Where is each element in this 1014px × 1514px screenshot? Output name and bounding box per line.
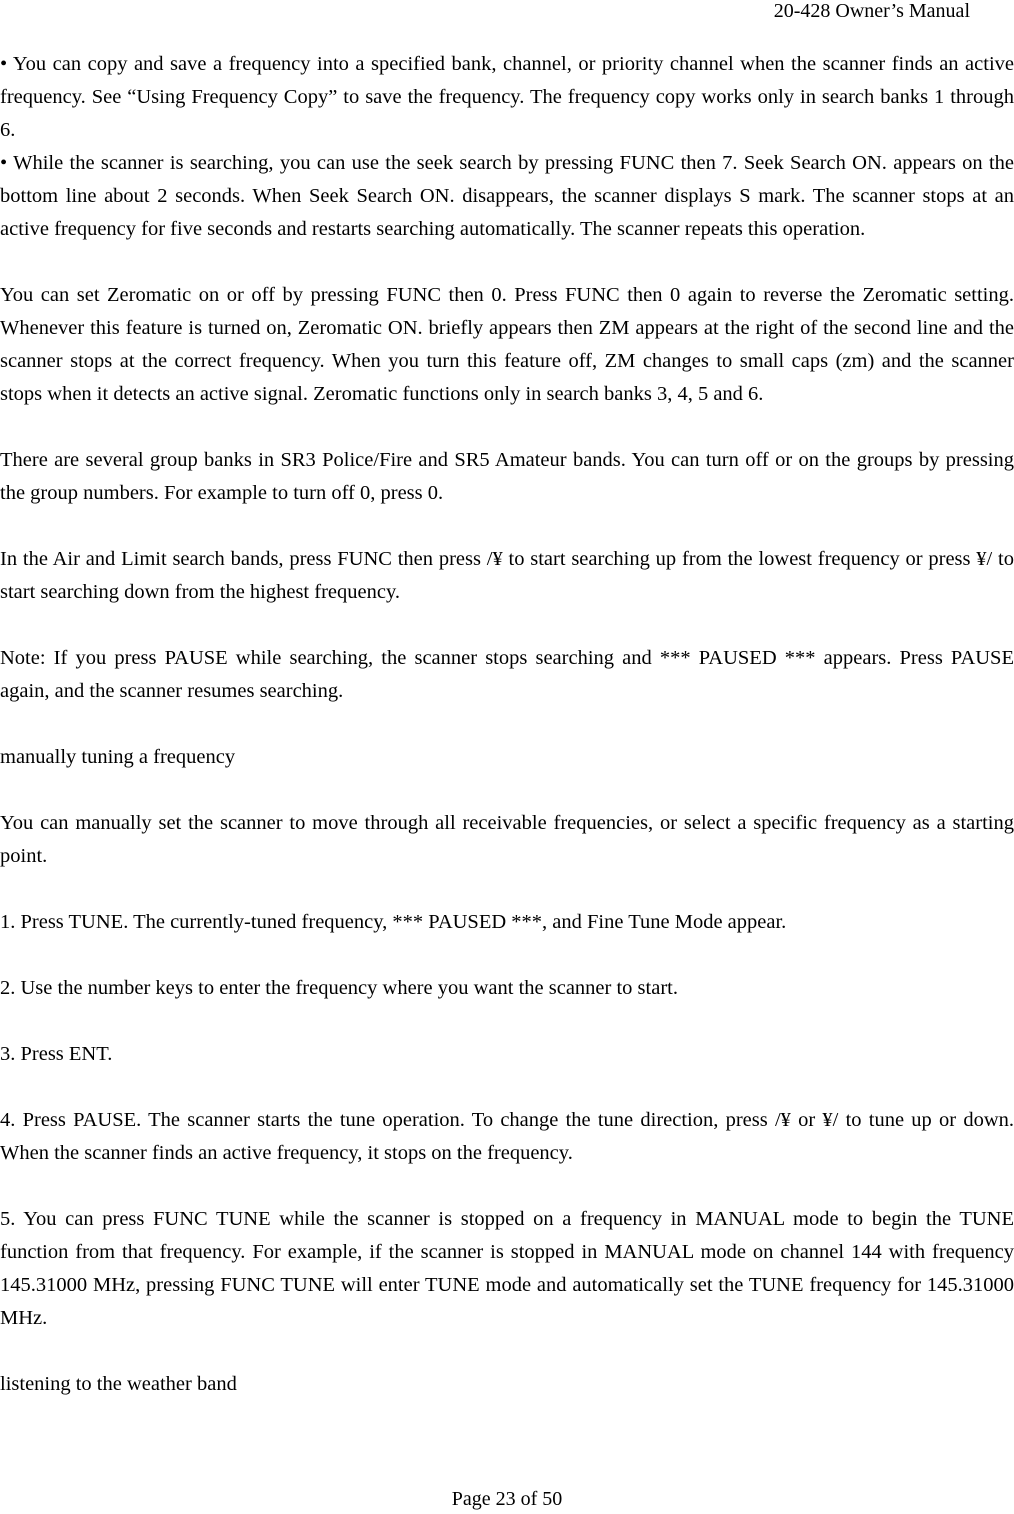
- step-4: 4. Press PAUSE. The scanner starts the tune operation. To change the tune direction, press /¥ or ¥/ to tune up or down. When the scanner finds an active frequency, it stops on the frequency.: [0, 1109, 1014, 1164]
- section-heading-manual-tuning: manually tuning a frequency: [0, 746, 236, 768]
- paragraph-manual-tuning-intro: You can manually set the scanner to move through all receivable frequencies, or select a specific frequency as a starting point.: [0, 812, 1014, 867]
- section-heading-weather-band: listening to the weather band: [0, 1373, 237, 1395]
- step-3: 3. Press ENT.: [0, 1043, 113, 1065]
- step-1: 1. Press TUNE. The currently-tuned frequency, *** PAUSED ***, and Fine Tune Mode appear.: [0, 911, 787, 933]
- paragraph-zeromatic: You can set Zeromatic on or off by pressing FUNC then 0. Press FUNC then 0 again to reverse the Zeromatic setting. Whenever this feature is turned on, Zeromatic ON. briefly appears then ZM appears at the right of the second line and the scanner stops at the correct frequency. When you turn this feature off, ZM changes to small caps (zm) and the scanner stops when it detects an active signal. Zeromatic functions only in search banks 3, 4, 5 and 6.: [0, 284, 1014, 405]
- document-body: [0, 48, 1014, 1401]
- paragraph-group-banks: There are several group banks in SR3 Police/Fire and SR5 Amateur bands. You can turn off or on the groups by pressing the group numbers. For example to turn off 0, press 0.: [0, 449, 1014, 504]
- paragraph-pause-note: Note: If you press PAUSE while searching, the scanner stops searching and *** PAUSED *** appears. Press PAUSE again, and the scanner resumes searching.: [0, 647, 1014, 702]
- paragraph-air-limit-search: In the Air and Limit search bands, press FUNC then press /¥ to start searching up from the lowest frequency or press ¥/ to start searching down from the highest frequency.: [0, 548, 1014, 603]
- paragraph-seek-search: • While the scanner is searching, you can use the seek search by pressing FUNC then 7. Seek Search ON. appears on the bottom line about 2 seconds. When Seek Search ON. disappears, the scanner displays S mark. The scanner stops at an active frequency for five seconds and restarts searching automatically. The scanner repeats this operation.: [0, 152, 1014, 240]
- page-number: Page 23 of 50: [451, 1488, 563, 1510]
- step-2: 2. Use the number keys to enter the frequency where you want the scanner to start.: [0, 977, 678, 999]
- step-5: 5. You can press FUNC TUNE while the scanner is stopped on a frequency in MANUAL mode to begin the TUNE function from that frequency. For example, if the scanner is stopped in MANUAL mode on channel 144 with frequency 145.31000 MHz, pressing FUNC TUNE will enter TUNE mode and automatically set the TUNE frequency for 145.31000 MHz.: [0, 1208, 1014, 1329]
- paragraph-frequency-copy: • You can copy and save a frequency into a specified bank, channel, or priority channel when the scanner finds an active frequency. See “Using Frequency Copy” to save the frequency. The frequency copy works only in search banks 1 through 6.: [0, 53, 1014, 141]
- document-header: 20-428 Owner’s Manual: [773, 0, 970, 22]
